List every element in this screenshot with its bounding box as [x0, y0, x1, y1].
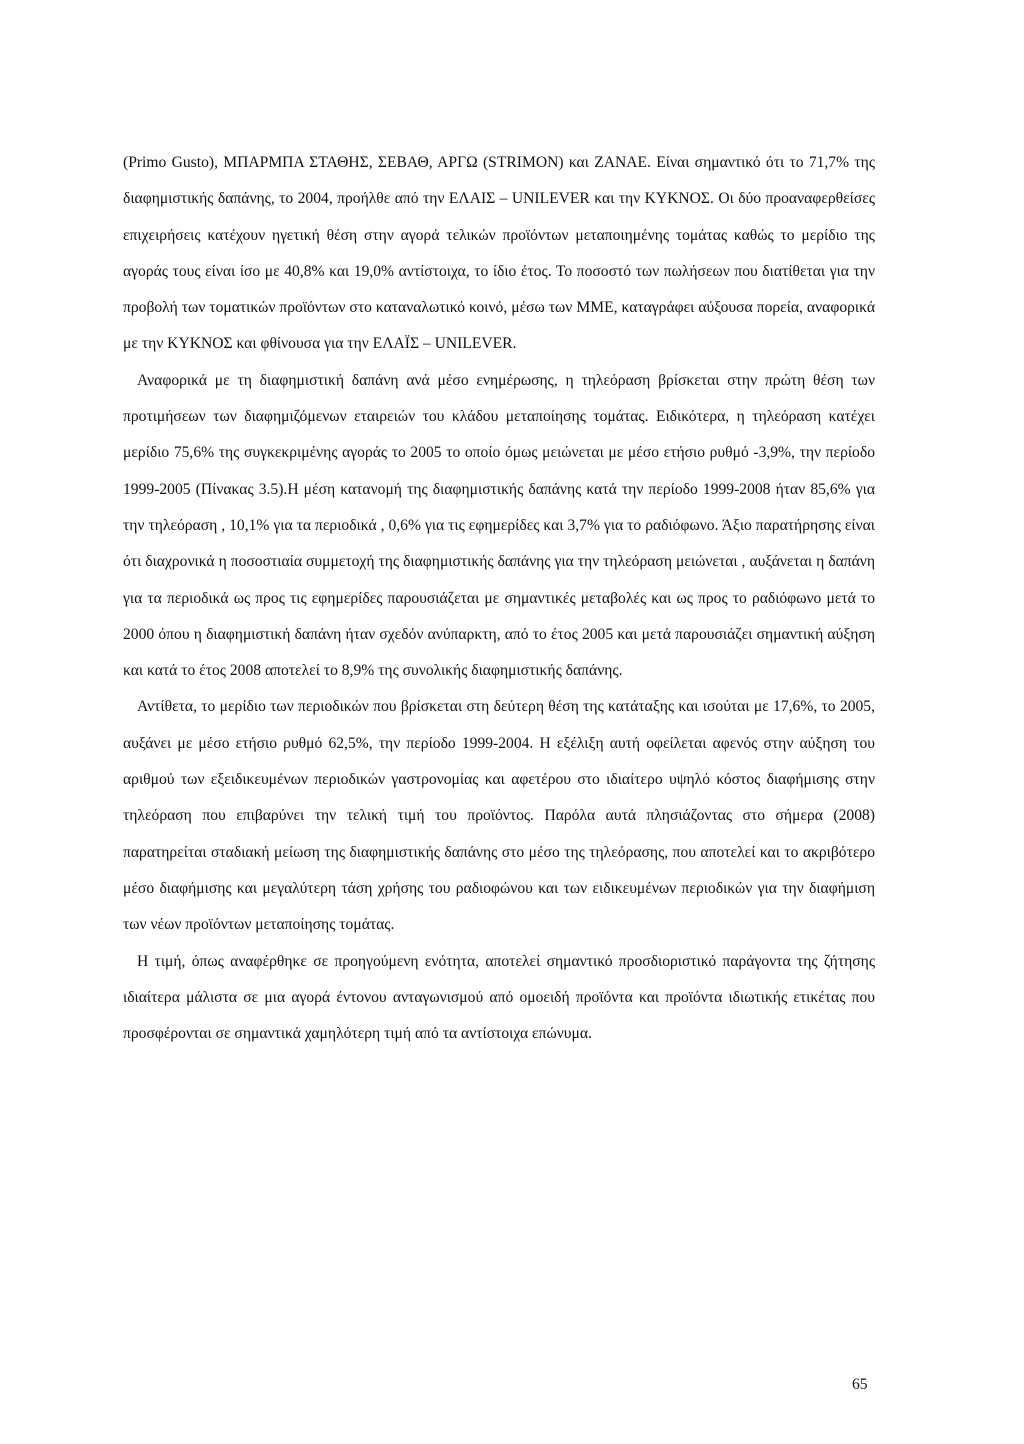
paragraph-1: (Primo Gusto), ΜΠΑΡΜΠΑ ΣΤΑΘΗΣ, ΣΕΒΑΘ, ΑΡΓΩ (STRIMON) και ΖΑΝΑΕ. Είναι σημαντικό ότι το 71,7% της διαφημιστικής δαπάνης, το 2004, προήλθε από την ΕΛΑΙΣ – UNILEVER και την ΚΥΚΝΟΣ. Οι δύο προαναφερθείσες επιχειρήσεις κατέχουν ηγετική θέση στην αγορά τελικών προϊόντων μεταποιημένης τομάτας καθώς το μερίδιο της αγοράς τους είναι ίσο με 40,8% και 19,0% αντίστοιχα, το ίδιο έτος. Το ποσοστό των πωλήσεων που διατίθεται για την προβολή των τοματικών προϊόντων στο καταναλωτικό κοινό, μέσω των ΜΜΕ, καταγράφει αύξουσα πορεία, αναφορικά με την ΚΥΚΝΟΣ και φθίνουσα για την ΕΛΑΪΣ – UNILEVER.	[123, 154, 875, 353]
paragraph-4: Η τιμή, όπως αναφέρθηκε σε προηγούμενη ενότητα, αποτελεί σημαντικό προσδιοριστικό παράγοντα της ζήτησης ιδιαίτερα μάλιστα σε μια αγορά έντονου ανταγωνισμού από ομοειδή προϊόντα και προϊόντα ιδιωτικής ετικέτας που προσφέρονται σε σημαντικά χαμηλότερη τιμή από τα αντίστοιχα επώνυμα.	[123, 952, 875, 1043]
page-number: 65	[852, 1376, 868, 1393]
paragraph-3: Αντίθετα, το μερίδιο των περιοδικών που βρίσκεται στη δεύτερη θέση της κατάταξης και ισούται με 17,6%, το 2005, αυξάνει με μέσο ετήσιο ρυθμό 62,5%, την περίοδο 1999-2004. Η εξέλιξη αυτή οφείλεται αφενός στην αύξηση του αριθμού των εξειδικευμένων περιοδικών γαστρονομίας και αφετέρου στο ιδιαίτερο υψηλό κόστος διαφήμισης στην τηλεόραση που επιβαρύνει την τελική τιμή του προϊόντος. Παρόλα αυτά πλησιάζοντας στο σήμερα (2008) παρατηρείται σταδιακή μείωση της διαφημιστικής δαπάνης στο μέσο της τηλεόρασης, που αποτελεί και το ακριβότερο μέσο διαφήμισης και μεγαλύτερη τάση χρήσης του ραδιοφώνου και των ειδικευμένων περιοδικών για την διαφήμιση των νέων προϊόντων μεταποίησης τομάτας.	[123, 698, 875, 934]
body-text	[123, 145, 875, 1052]
paragraph-2: Αναφορικά με τη διαφημιστική δαπάνη ανά μέσο ενημέρωσης, η τηλεόραση βρίσκεται στην πρώτη θέση των προτιμήσεων των διαφημιζόμενων εταιρειών του κλάδου μεταποίησης τομάτας. Ειδικότερα, η τηλεόραση κατέχει μερίδιο 75,6% της συγκεκριμένης αγοράς το 2005 το οποίο όμως μειώνεται με μέσο ετήσιο ρυθμό -3,9%, την περίοδο 1999-2005 (Πίνακας 3.5).Η μέση κατανομή της διαφημιστικής δαπάνης κατά την περίοδο 1999-2008 ήταν 85,6% για την τηλεόραση , 10,1% για τα περιοδικά , 0,6% για τις εφημερίδες και 3,7% για το ραδιόφωνο. Άξιο παρατήρησης είναι ότι διαχρονικά η ποσοστιαία συμμετοχή της διαφημιστικής δαπάνης για την τηλεόραση μειώνεται , αυξάνεται η δαπάνη για τα περιοδικά ως προς τις εφημερίδες παρουσιάζεται με σημαντικές μεταβολές και ως προς το ραδιόφωνο μετά το 2000 όπου η διαφημιστική δαπάνη ήταν σχεδόν ανύπαρκτη, από το έτος 2005 και μετά παρουσιάζει σημαντική αύξηση και κατά το έτος 2008 αποτελεί το 8,9% της συνολικής διαφημιστικής δαπάνης.	[123, 371, 875, 680]
